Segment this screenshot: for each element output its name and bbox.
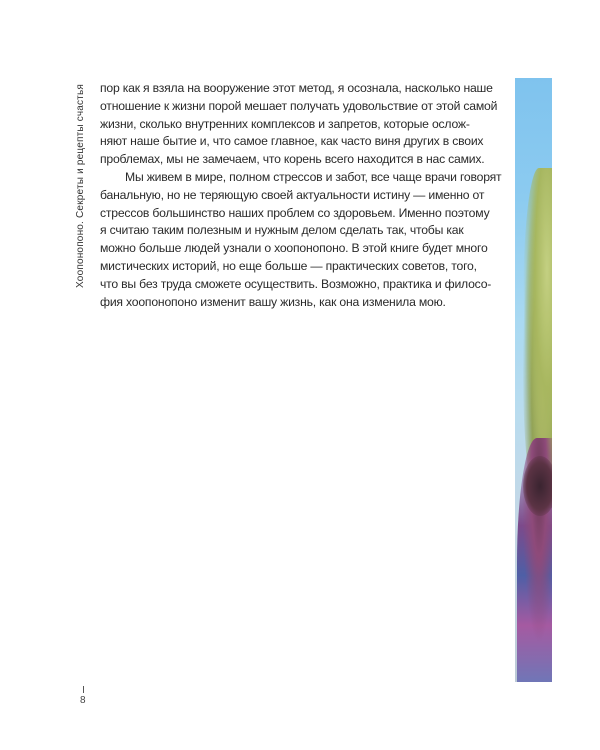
- running-title-spine: [74, 84, 88, 414]
- body-line: можно больше людей узнали о хоопонопоно. В этой книге будет много: [100, 241, 488, 256]
- page-number-rule: [83, 686, 84, 693]
- body-line: отношение к жизни порой мешает получать удовольствие от этой самой: [100, 98, 498, 113]
- body-text: [100, 80, 502, 311]
- body-line: фия хоопонопоно изменит вашу жизнь, как она изменила мою.: [100, 294, 446, 309]
- body-line: я считаю таким полезным и нужным делом сделать так, чтобы как: [100, 223, 464, 238]
- body-line: пор как я взяла на вооружение этот метод, я осознала, насколько наше: [100, 81, 493, 95]
- body-line: что вы без труда сможете осуществить. Возможно, практика и филосо-: [100, 276, 492, 291]
- body-line: мистических историй, но еще больше — практических советов, того,: [100, 258, 477, 273]
- body-line: Мы живем в мире, полном стрессов и забот, все чаще врачи говорят: [125, 169, 502, 184]
- page-number: 8: [80, 695, 86, 706]
- body-line: жизни, сколько внутренних комплексов и запретов, которые ослож-: [100, 116, 470, 131]
- running-title: Хоопонопоно. Секреты и рецепты счастья: [75, 84, 86, 288]
- photo-face: [523, 456, 552, 516]
- body-line: банальную, но не теряющую своей актуальности истину — именно от: [100, 187, 485, 202]
- body-line: проблемах, мы не замечаем, что корень всего находится в нас самих.: [100, 152, 485, 167]
- body-line: няют наше бытие и, что самое главное, как часто виня других в своих: [100, 134, 484, 149]
- cropped-photo: [515, 78, 552, 682]
- body-line: стрессов большинство наших проблем со здоровьем. Именно поэтому: [100, 205, 490, 220]
